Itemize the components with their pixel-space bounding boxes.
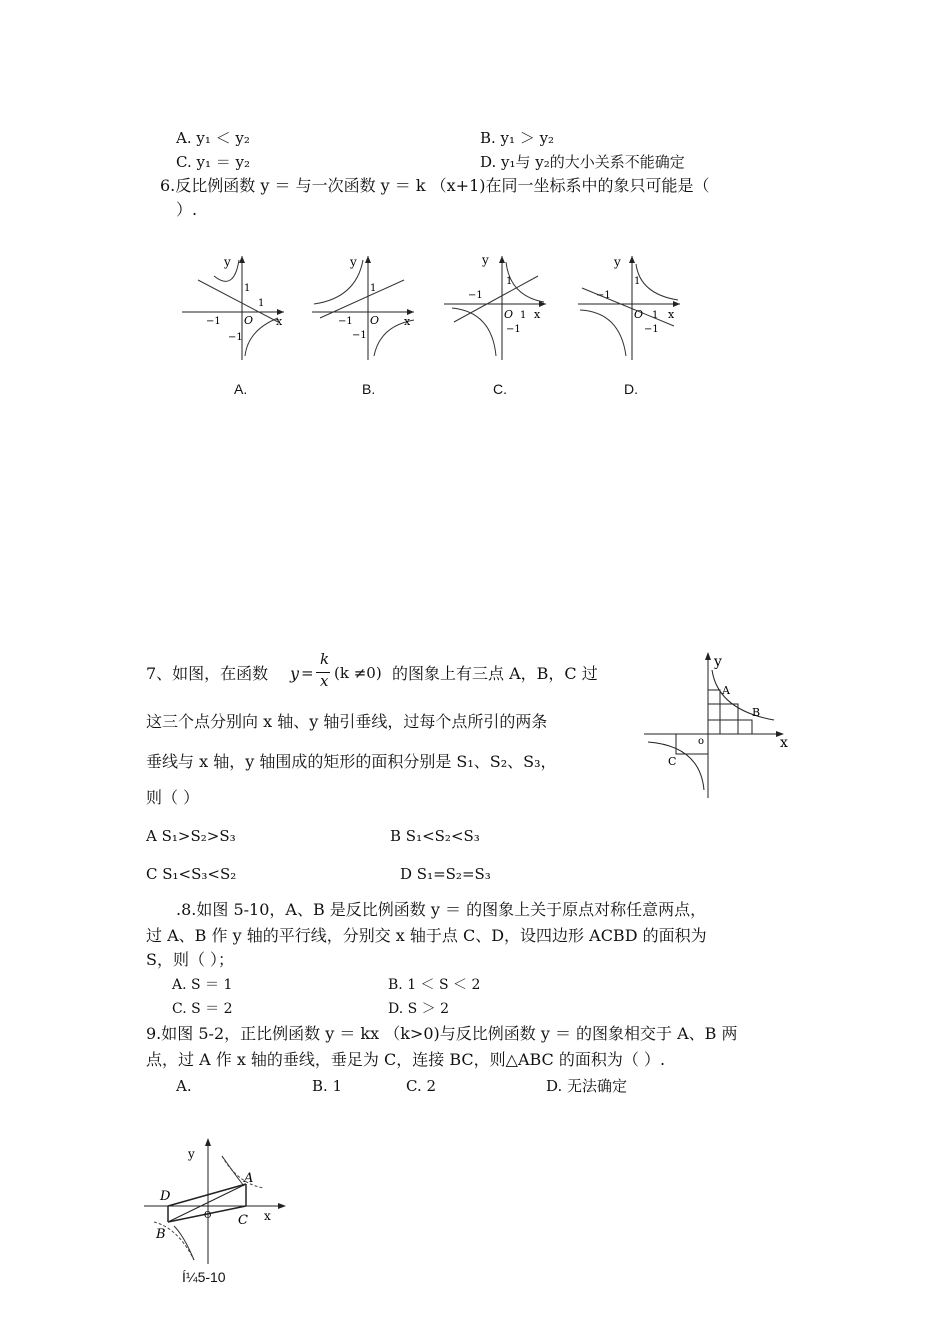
q9-option-c: C. 2: [406, 1077, 437, 1095]
svg-text:x: x: [668, 308, 675, 321]
q8-option-c: C. S ＝ 2: [172, 1001, 233, 1017]
svg-text:1: 1: [520, 310, 527, 321]
svg-text:−1: −1: [596, 290, 611, 301]
q6-graph-label-a: A.: [234, 381, 248, 397]
q5-option-a: A. y₁ ＜ y₂: [176, 129, 250, 147]
svg-text:B: B: [752, 706, 761, 719]
q7-formula: y = k x (k ≠0): [290, 650, 382, 690]
svg-text:y: y: [614, 255, 621, 269]
svg-text:y: y: [714, 654, 722, 670]
q6-graph-c: [440, 252, 550, 362]
q7-option-a: A S₁>S₂>S₃: [146, 827, 236, 845]
svg-text:x: x: [404, 315, 411, 328]
svg-text:1: 1: [370, 283, 377, 294]
q6-graph-label-c: C.: [493, 381, 507, 397]
q7-line1-post: 的图象上有三点 A，B，C 过: [392, 664, 598, 683]
q8-line2: 过 A、B 作 y 轴的平行线，分别交 x 轴于点 C、D，设四边形 ACBD 的面积为: [146, 926, 707, 945]
svg-text:y: y: [482, 253, 489, 267]
q6-question-line1: 6.反比例函数 y ＝ 与一次函数 y ＝ k （x+1)在同一坐标系中的象只可能是（: [160, 176, 710, 195]
svg-text:1: 1: [258, 298, 265, 309]
q8-option-d: D. S ＞ 2: [388, 1001, 450, 1017]
svg-text:x: x: [534, 308, 541, 321]
svg-text:−1: −1: [206, 316, 221, 327]
svg-text:B: B: [156, 1227, 166, 1242]
q7-option-c: C S₁<S₃<S₂: [146, 865, 237, 883]
svg-text:A: A: [244, 1171, 254, 1186]
q5-option-d: D. y₁与 y₂的大小关系不能确定: [480, 153, 685, 171]
q6a-y-label: y: [224, 255, 231, 269]
q9-option-d: D. 无法确定: [546, 1077, 628, 1095]
q8-option-a: A. S ＝ 1: [172, 977, 233, 993]
q5-option-c: C. y₁ ＝ y₂: [176, 153, 250, 171]
svg-text:O: O: [634, 308, 644, 321]
svg-text:1: 1: [506, 276, 513, 287]
q7-line1-pre: 7、如图，在函数: [146, 664, 269, 683]
svg-text:1: 1: [244, 283, 251, 294]
svg-text:y: y: [188, 1147, 195, 1161]
figure-5-10: [140, 1136, 300, 1266]
svg-text:−1: −1: [644, 324, 659, 335]
q7-option-d: D S₁=S₂=S₃: [400, 865, 491, 883]
q7-line4: 则（ ）: [146, 788, 200, 807]
svg-text:O: O: [204, 1211, 212, 1221]
svg-text:−1: −1: [468, 290, 483, 301]
q7-option-b: B S₁<S₂<S₃: [390, 827, 480, 845]
q5-option-b: B. y₁ ＞ y₂: [480, 129, 555, 147]
q6a-origin: O: [244, 314, 254, 327]
q6-graph-b: [308, 252, 418, 362]
q6-graph-a: [178, 252, 288, 362]
q7-figure: [644, 650, 794, 800]
svg-text:−1: −1: [352, 330, 367, 341]
q6a-x-label: x: [276, 315, 283, 328]
svg-text:A: A: [722, 684, 730, 697]
q6-graph-d: [574, 252, 684, 362]
svg-text:1: 1: [652, 310, 659, 321]
svg-text:C: C: [668, 755, 677, 768]
svg-text:x: x: [780, 735, 788, 751]
svg-text:x: x: [264, 1209, 271, 1223]
q8-option-b: B. 1 ＜ S ＜ 2: [388, 977, 481, 993]
q6-question-line2: ）.: [176, 200, 198, 219]
q9-option-b: B. 1: [312, 1077, 343, 1095]
q7-line2: 这三个点分别向 x 轴、y 轴引垂线，过每个点所引的两条: [146, 712, 548, 731]
q9-option-a: A.: [176, 1077, 192, 1095]
q7-line3: 垂线与 x 轴，y 轴围成的矩形的面积分别是 S₁、S₂、S₃，: [146, 752, 557, 771]
svg-text:1: 1: [634, 276, 641, 287]
svg-text:O: O: [370, 314, 380, 327]
q9-line2: 点，过 A 作 x 轴的垂线，垂足为 C，连接 BC，则△ABC 的面积为（ ）.: [146, 1050, 666, 1069]
svg-text:D: D: [160, 1189, 171, 1204]
svg-text:−1: −1: [338, 316, 353, 327]
svg-text:y: y: [350, 255, 357, 269]
svg-text:−1: −1: [228, 332, 243, 343]
svg-text:O: O: [504, 308, 514, 321]
q8-line1: .8.如图 5-10，A、B 是反比例函数 y ＝ 的图象上关于原点对称任意两点，: [176, 900, 707, 919]
q6-graph-label-d: D.: [624, 381, 638, 397]
figure-5-10-caption: Í¼5-10: [182, 1269, 226, 1285]
svg-text:−1: −1: [506, 324, 521, 335]
svg-text:C: C: [238, 1213, 248, 1228]
q8-line3: S，则（ ）；: [146, 950, 235, 969]
q9-line1: 9.如图 5-2，正比例函数 y ＝ kx （k>0)与反比例函数 y ＝ 的图象相交于 A、B 两: [146, 1024, 738, 1043]
q6-graph-label-b: B.: [362, 381, 376, 397]
svg-text:o: o: [698, 736, 705, 747]
